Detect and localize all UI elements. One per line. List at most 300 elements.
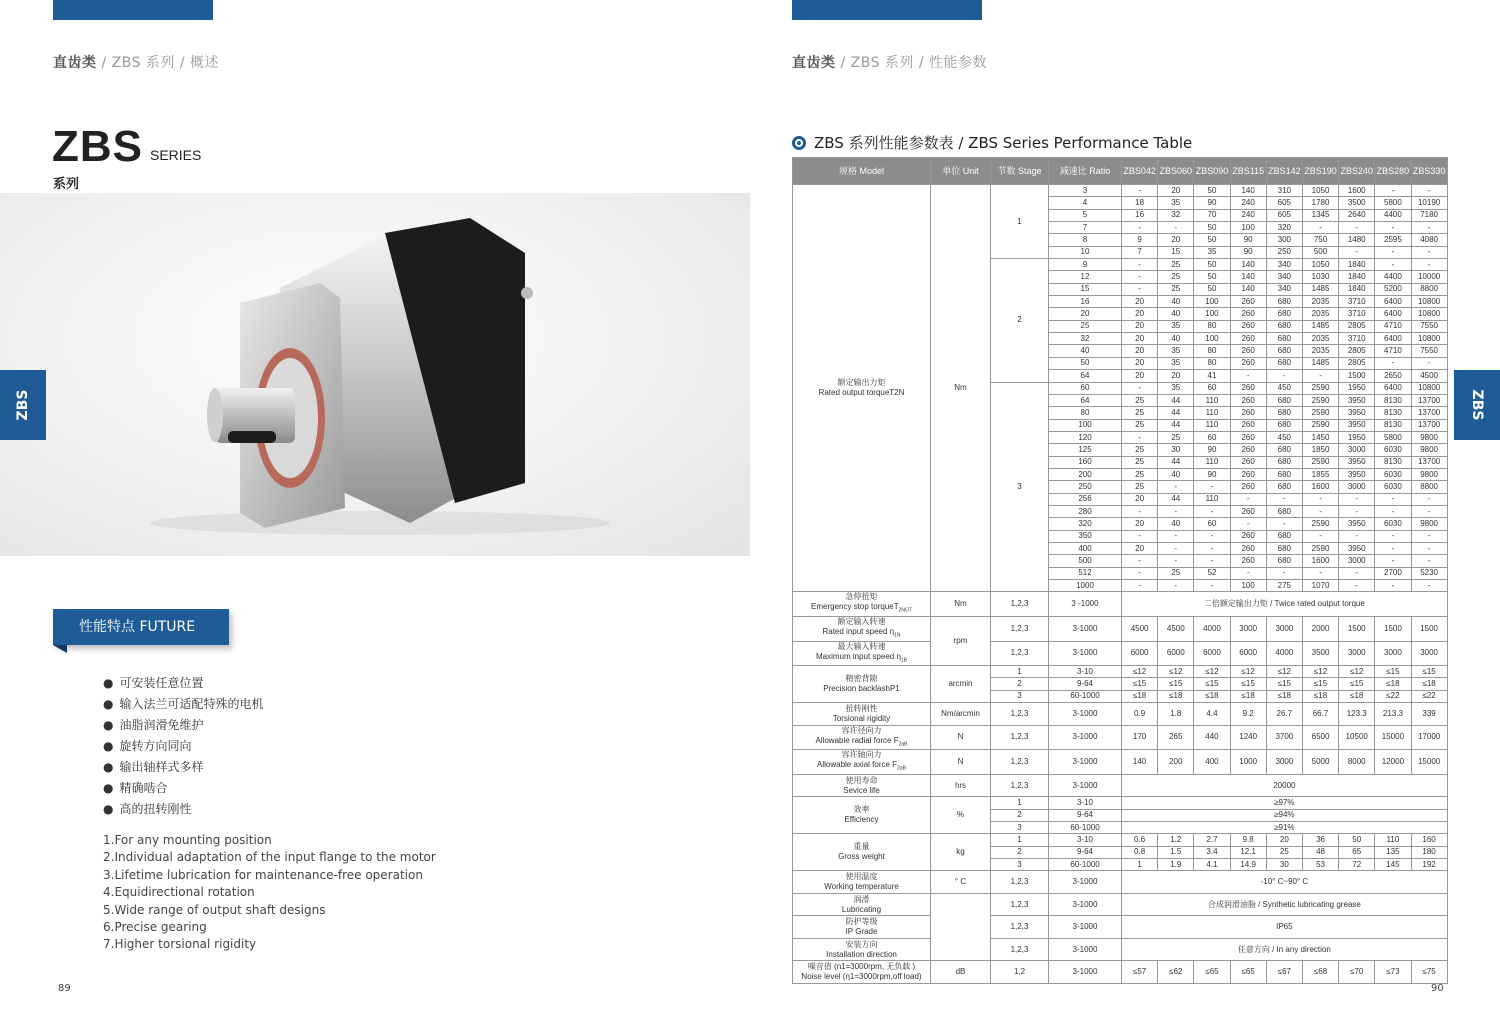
value-cell: 4000 (1266, 641, 1302, 666)
table-row (793, 961, 1448, 984)
spec-label-cn: 防护等级 (845, 917, 878, 927)
value-cell: 1240 (1230, 725, 1266, 750)
ratio-cell: 500 (1049, 555, 1122, 567)
merged-value-cell: IP65 (1122, 916, 1448, 939)
column-header: ZBS330 (1411, 158, 1447, 185)
value-cell: 36 (1302, 834, 1338, 846)
value-cell: ≤15 (1339, 678, 1375, 690)
value-cell: 20 (1266, 834, 1302, 846)
value-cell: 1000 (1230, 750, 1266, 775)
spec-label-en: Rated output torqueT2N (818, 388, 905, 398)
value-cell: 40 (1158, 468, 1194, 480)
stage-cell: 1 (991, 185, 1049, 259)
features-list-cn (103, 674, 264, 821)
side-tab-right (1454, 370, 1500, 440)
value-cell: 12000 (1375, 750, 1411, 775)
value-cell: 100 (1194, 308, 1230, 320)
value-cell: 260 (1230, 320, 1266, 332)
ratio-cell: 3-1000 (1049, 938, 1122, 961)
value-cell: 680 (1266, 456, 1302, 468)
value-cell: - (1339, 530, 1375, 542)
ratio-cell: 20 (1049, 308, 1122, 320)
stage-cell: 2 (991, 259, 1049, 382)
value-cell: 2805 (1339, 357, 1375, 369)
value-cell: 1.9 (1158, 859, 1194, 871)
value-cell: - (1411, 185, 1447, 197)
spec-label-subscript: 2NOT (898, 607, 912, 614)
spec-label-cn: 额定输出力矩 (837, 378, 886, 388)
value-cell: 1780 (1302, 197, 1338, 209)
feature-item-en: 2.Individual adaptation of the input flange to the motor (103, 850, 436, 865)
spec-label-en (793, 905, 930, 915)
value-cell: - (1302, 567, 1338, 579)
merged-value-cell: ≥97% (1122, 797, 1448, 809)
value-cell: ≤65 (1230, 961, 1266, 984)
value-cell: 250 (1266, 246, 1302, 258)
value-cell: 450 (1266, 382, 1302, 394)
spec-label-cn: 安装方向 (845, 939, 878, 949)
value-cell: - (1375, 542, 1411, 554)
value-cell: ≤15 (1230, 678, 1266, 690)
value-cell: 13700 (1411, 456, 1447, 468)
value-cell: 440 (1194, 725, 1230, 750)
value-cell: 10800 (1411, 296, 1447, 308)
value-cell: - (1302, 530, 1338, 542)
value-cell: 1840 (1339, 271, 1375, 283)
column-header: ZBS060 (1158, 158, 1194, 185)
value-cell: 9800 (1411, 468, 1447, 480)
ratio-cell: 50 (1049, 357, 1122, 369)
value-cell: 1600 (1339, 185, 1375, 197)
value-cell: 44 (1158, 394, 1194, 406)
value-cell: ≤18 (1122, 690, 1158, 702)
value-cell: 25 (1158, 431, 1194, 443)
value-cell: - (1158, 580, 1194, 592)
value-cell: ≤15 (1122, 678, 1158, 690)
spec-label-en-text: Gross weight (838, 852, 885, 862)
breadcrumb (53, 52, 219, 72)
table-row (793, 703, 1448, 726)
spec-label-cn: 额定输入转速 (837, 616, 886, 626)
value-cell: - (1411, 222, 1447, 234)
unit-cell: N (931, 750, 991, 775)
value-cell: 1950 (1339, 431, 1375, 443)
value-cell: 3000 (1230, 616, 1266, 641)
value-cell: - (1194, 505, 1230, 517)
value-cell: 30 (1266, 859, 1302, 871)
value-cell: 2590 (1302, 518, 1338, 530)
stage-cell: 2 (991, 846, 1049, 858)
ratio-cell: 1000 (1049, 580, 1122, 592)
value-cell: 680 (1266, 542, 1302, 554)
value-cell: - (1122, 185, 1158, 197)
value-cell: - (1194, 530, 1230, 542)
value-cell: 90 (1230, 234, 1266, 246)
value-cell: 4500 (1158, 616, 1194, 641)
value-cell: 6030 (1375, 444, 1411, 456)
value-cell: 0.6 (1122, 834, 1158, 846)
value-cell: 9.2 (1230, 703, 1266, 726)
value-cell: - (1339, 493, 1375, 505)
value-cell: 20 (1158, 234, 1194, 246)
value-cell: 1.2 (1158, 834, 1194, 846)
value-cell: - (1230, 518, 1266, 530)
spec-label (793, 641, 931, 666)
spec-label-cn: 噪音值 (n1=3000rpm, 无负载 ) (807, 962, 916, 972)
ratio-cell: 60-1000 (1049, 822, 1122, 834)
feature-item-cn: ● 输入法兰可适配特殊的电机 (103, 695, 264, 716)
value-cell: 30 (1158, 444, 1194, 456)
unit-cell: ° C (931, 871, 991, 894)
value-cell: - (1230, 370, 1266, 382)
value-cell: 1 (1122, 859, 1158, 871)
value-cell: 110 (1194, 456, 1230, 468)
value-cell: 53 (1302, 859, 1338, 871)
value-cell: ≤12 (1339, 666, 1375, 678)
value-cell: 2.7 (1194, 834, 1230, 846)
value-cell: ≤15 (1158, 678, 1194, 690)
value-cell: 18 (1122, 197, 1158, 209)
ratio-cell: 32 (1049, 333, 1122, 345)
ratio-cell: 3-10 (1049, 666, 1122, 678)
table-row (793, 871, 1448, 894)
spec-label-cn: 容许轴向力 (841, 750, 882, 760)
unit-cell: kg (931, 834, 991, 871)
value-cell: 1050 (1302, 259, 1338, 271)
value-cell: ≤68 (1302, 961, 1338, 984)
table-row (793, 938, 1448, 961)
value-cell: 260 (1230, 456, 1266, 468)
value-cell: 10000 (1411, 271, 1447, 283)
value-cell: 3000 (1411, 641, 1447, 666)
spec-label (793, 961, 931, 984)
value-cell: 260 (1230, 505, 1266, 517)
value-cell: ≤12 (1302, 666, 1338, 678)
value-cell: 4.1 (1194, 859, 1230, 871)
value-cell: 50 (1194, 234, 1230, 246)
value-cell: - (1266, 567, 1302, 579)
value-cell: 1485 (1302, 283, 1338, 295)
unit-cell: % (931, 797, 991, 834)
value-cell: 90 (1194, 197, 1230, 209)
value-cell: - (1122, 271, 1158, 283)
unit-cell: Nm (931, 185, 991, 592)
value-cell: - (1122, 530, 1158, 542)
value-cell: 680 (1266, 505, 1302, 517)
ratio-cell: 64 (1049, 394, 1122, 406)
spec-label-en-text: Torsional rigidity (832, 713, 891, 723)
value-cell: 16 (1122, 209, 1158, 221)
value-cell: 35 (1158, 320, 1194, 332)
value-cell: 1600 (1302, 555, 1338, 567)
value-cell: 3500 (1339, 197, 1375, 209)
page-title-suffix: SERIES (150, 147, 202, 163)
performance-table (792, 157, 1448, 984)
value-cell: 680 (1266, 296, 1302, 308)
feature-item-cn: ● 精确啮合 (103, 779, 264, 800)
column-header: 单位 Unit (931, 158, 991, 185)
value-cell: 2035 (1302, 345, 1338, 357)
value-cell: 140 (1230, 259, 1266, 271)
value-cell: 15000 (1375, 725, 1411, 750)
ratio-cell: 3-10 (1049, 797, 1122, 809)
column-header: ZBS090 (1194, 158, 1230, 185)
value-cell: 3000 (1339, 555, 1375, 567)
value-cell: 320 (1266, 222, 1302, 234)
value-cell: 50 (1194, 283, 1230, 295)
ratio-cell: 60-1000 (1049, 859, 1122, 871)
stage-cell: 1 (991, 834, 1049, 846)
ratio-cell: 80 (1049, 407, 1122, 419)
value-cell: 310 (1266, 185, 1302, 197)
value-cell: 8800 (1411, 283, 1447, 295)
value-cell: 35 (1158, 345, 1194, 357)
spec-label-subscript: 1N (894, 632, 901, 639)
value-cell: 2590 (1302, 394, 1338, 406)
stage-cell: 2 (991, 809, 1049, 821)
gearbox-illustration (0, 193, 750, 556)
stage-cell: 1,2,3 (991, 938, 1049, 961)
unit-cell: N (931, 725, 991, 750)
spec-label-en-text: Emergency stop torqueT (811, 602, 899, 612)
side-tab-left (0, 370, 46, 440)
feature-item-cn: ● 可安装任意位置 (103, 674, 264, 695)
value-cell: 4710 (1375, 320, 1411, 332)
value-cell: 260 (1230, 444, 1266, 456)
stage-cell: 1,2,3 (991, 750, 1049, 775)
ratio-cell: 3-1000 (1049, 961, 1122, 984)
value-cell: 40 (1158, 308, 1194, 320)
value-cell: 25 (1122, 468, 1158, 480)
value-cell: 13700 (1411, 419, 1447, 431)
table-row (793, 916, 1448, 939)
spec-label-cn: 容许径向力 (841, 725, 882, 735)
spec-label-en (793, 684, 930, 694)
value-cell: - (1122, 259, 1158, 271)
breadcrumb-separator: / (835, 55, 851, 71)
spec-label (793, 916, 931, 939)
value-cell: 1500 (1375, 616, 1411, 641)
value-cell: - (1411, 493, 1447, 505)
value-cell: 340 (1266, 283, 1302, 295)
feature-item-en: 6.Precise gearing (103, 919, 207, 934)
spec-label (793, 666, 931, 703)
value-cell: 0.9 (1122, 703, 1158, 726)
stage-cell: 1,2,3 (991, 592, 1049, 617)
value-cell: 3950 (1339, 419, 1375, 431)
value-cell: 13700 (1411, 407, 1447, 419)
value-cell: 110 (1194, 407, 1230, 419)
value-cell: 1840 (1339, 283, 1375, 295)
spec-label (793, 938, 931, 961)
value-cell: 2035 (1302, 308, 1338, 320)
value-cell: 1.5 (1158, 846, 1194, 858)
ratio-cell: 3-1000 (1049, 774, 1122, 797)
value-cell: 680 (1266, 320, 1302, 332)
value-cell: 1600 (1302, 481, 1338, 493)
table-row (793, 725, 1448, 750)
value-cell: - (1230, 493, 1266, 505)
value-cell: 25 (1266, 846, 1302, 858)
value-cell: 80 (1194, 320, 1230, 332)
value-cell: 40 (1158, 333, 1194, 345)
value-cell: 7550 (1411, 345, 1447, 357)
value-cell: 5000 (1302, 750, 1338, 775)
unit-cell: arcmin (931, 666, 991, 703)
table-title (792, 132, 1192, 153)
merged-value-cell: ≥91% (1122, 822, 1448, 834)
stage-cell: 1 (991, 666, 1049, 678)
value-cell: 8800 (1411, 481, 1447, 493)
value-cell: 1050 (1302, 185, 1338, 197)
value-cell: - (1375, 259, 1411, 271)
value-cell: 2590 (1302, 382, 1338, 394)
value-cell: 1500 (1339, 616, 1375, 641)
value-cell: 20 (1122, 518, 1158, 530)
value-cell: 680 (1266, 333, 1302, 345)
value-cell: 3950 (1339, 407, 1375, 419)
table-row (793, 750, 1448, 775)
spec-label-cn: 使用温度 (845, 872, 878, 882)
value-cell: 260 (1230, 530, 1266, 542)
value-cell: 260 (1230, 296, 1266, 308)
value-cell: 10500 (1339, 725, 1375, 750)
value-cell: 50 (1194, 185, 1230, 197)
value-cell: 1345 (1302, 209, 1338, 221)
value-cell: 180 (1411, 846, 1447, 858)
column-header: ZBS042 (1122, 158, 1158, 185)
value-cell: 100 (1194, 296, 1230, 308)
unit-cell: Nm/arcmin (931, 703, 991, 726)
value-cell: 25 (1158, 567, 1194, 579)
value-cell: 6500 (1302, 725, 1338, 750)
value-cell: - (1375, 185, 1411, 197)
value-cell: 140 (1230, 283, 1266, 295)
feature-item-en: 1.For any mounting position (103, 833, 272, 847)
value-cell: 140 (1230, 271, 1266, 283)
stage-cell: 3 (991, 690, 1049, 702)
value-cell: 680 (1266, 481, 1302, 493)
spec-label-en-text: Precision backlashP1 (823, 684, 900, 694)
value-cell: 260 (1230, 382, 1266, 394)
table-row (793, 834, 1448, 846)
spec-label-en (793, 882, 930, 892)
value-cell: - (1411, 505, 1447, 517)
spec-label (793, 834, 931, 871)
spec-label-en-text: Lubricating (841, 904, 882, 914)
value-cell: 3710 (1339, 333, 1375, 345)
value-cell: - (1266, 370, 1302, 382)
value-cell: 17000 (1411, 725, 1447, 750)
ratio-cell: 320 (1049, 518, 1122, 530)
value-cell: 680 (1266, 308, 1302, 320)
value-cell: 400 (1194, 750, 1230, 775)
value-cell: 6030 (1375, 468, 1411, 480)
value-cell: 2640 (1339, 209, 1375, 221)
value-cell: 1480 (1339, 234, 1375, 246)
spec-label-cn: 最大输入转速 (837, 641, 886, 651)
ratio-cell: 3-1000 (1049, 893, 1122, 916)
side-tab-label: ZBS (15, 389, 31, 421)
spec-label-subscript: 2aB (898, 741, 908, 748)
value-cell: 80 (1194, 357, 1230, 369)
value-cell: 500 (1302, 246, 1338, 258)
feature-item-cn: ● 高的扭转刚性 (103, 800, 264, 821)
value-cell: 3950 (1339, 468, 1375, 480)
value-cell: 6030 (1375, 518, 1411, 530)
value-cell: - (1375, 530, 1411, 542)
stage-cell: 3 (991, 382, 1049, 592)
value-cell: 40 (1158, 518, 1194, 530)
value-cell: 44 (1158, 493, 1194, 505)
stage-cell: 2 (991, 678, 1049, 690)
spec-label (793, 185, 931, 592)
value-cell: 5800 (1375, 431, 1411, 443)
value-cell: ≤18 (1266, 690, 1302, 702)
column-header: 节数 Stage (991, 158, 1049, 185)
value-cell: 339 (1411, 703, 1447, 726)
value-cell: - (1122, 283, 1158, 295)
spec-label-en (793, 602, 930, 616)
value-cell: 260 (1230, 431, 1266, 443)
value-cell: 50 (1194, 259, 1230, 271)
value-cell: 9800 (1411, 518, 1447, 530)
value-cell: - (1411, 530, 1447, 542)
ratio-cell: 160 (1049, 456, 1122, 468)
value-cell: 100 (1230, 222, 1266, 234)
value-cell: 3700 (1266, 725, 1302, 750)
spec-label-en-text: Noise level (η1=3000rpm,off load) (801, 972, 922, 982)
value-cell: 50 (1339, 834, 1375, 846)
value-cell: 605 (1266, 197, 1302, 209)
features-heading-fold (53, 645, 67, 653)
value-cell: 9.8 (1230, 834, 1266, 846)
spec-label-en (793, 627, 930, 641)
ratio-cell: 400 (1049, 542, 1122, 554)
value-cell: ≤18 (1230, 690, 1266, 702)
spec-label-en-text: Maximum input speed η (815, 651, 901, 661)
unit-cell: Nm (931, 592, 991, 617)
value-cell: 300 (1266, 234, 1302, 246)
value-cell: 3000 (1339, 444, 1375, 456)
ratio-cell: 60-1000 (1049, 690, 1122, 702)
value-cell: 240 (1230, 197, 1266, 209)
value-cell: - (1158, 481, 1194, 493)
value-cell: 66.7 (1302, 703, 1338, 726)
spec-label-en (793, 714, 930, 724)
value-cell: 9800 (1411, 444, 1447, 456)
value-cell: ≤18 (1375, 678, 1411, 690)
value-cell: 25 (1122, 419, 1158, 431)
value-cell: 605 (1266, 209, 1302, 221)
value-cell: 20 (1122, 320, 1158, 332)
value-cell: ≤18 (1302, 690, 1338, 702)
value-cell: 1855 (1302, 468, 1338, 480)
spec-label-cn: 急停扭矩 (845, 592, 878, 602)
spec-label (793, 893, 931, 916)
value-cell: 10800 (1411, 308, 1447, 320)
value-cell: ≤75 (1411, 961, 1447, 984)
value-cell: - (1302, 222, 1338, 234)
spec-label-cn: 效率 (853, 805, 870, 815)
unit-cell (931, 893, 991, 961)
value-cell: - (1411, 357, 1447, 369)
value-cell: 1070 (1302, 580, 1338, 592)
value-cell: 680 (1266, 444, 1302, 456)
value-cell: 2700 (1375, 567, 1411, 579)
ratio-cell: 3-1000 (1049, 725, 1122, 750)
value-cell: 4500 (1411, 370, 1447, 382)
